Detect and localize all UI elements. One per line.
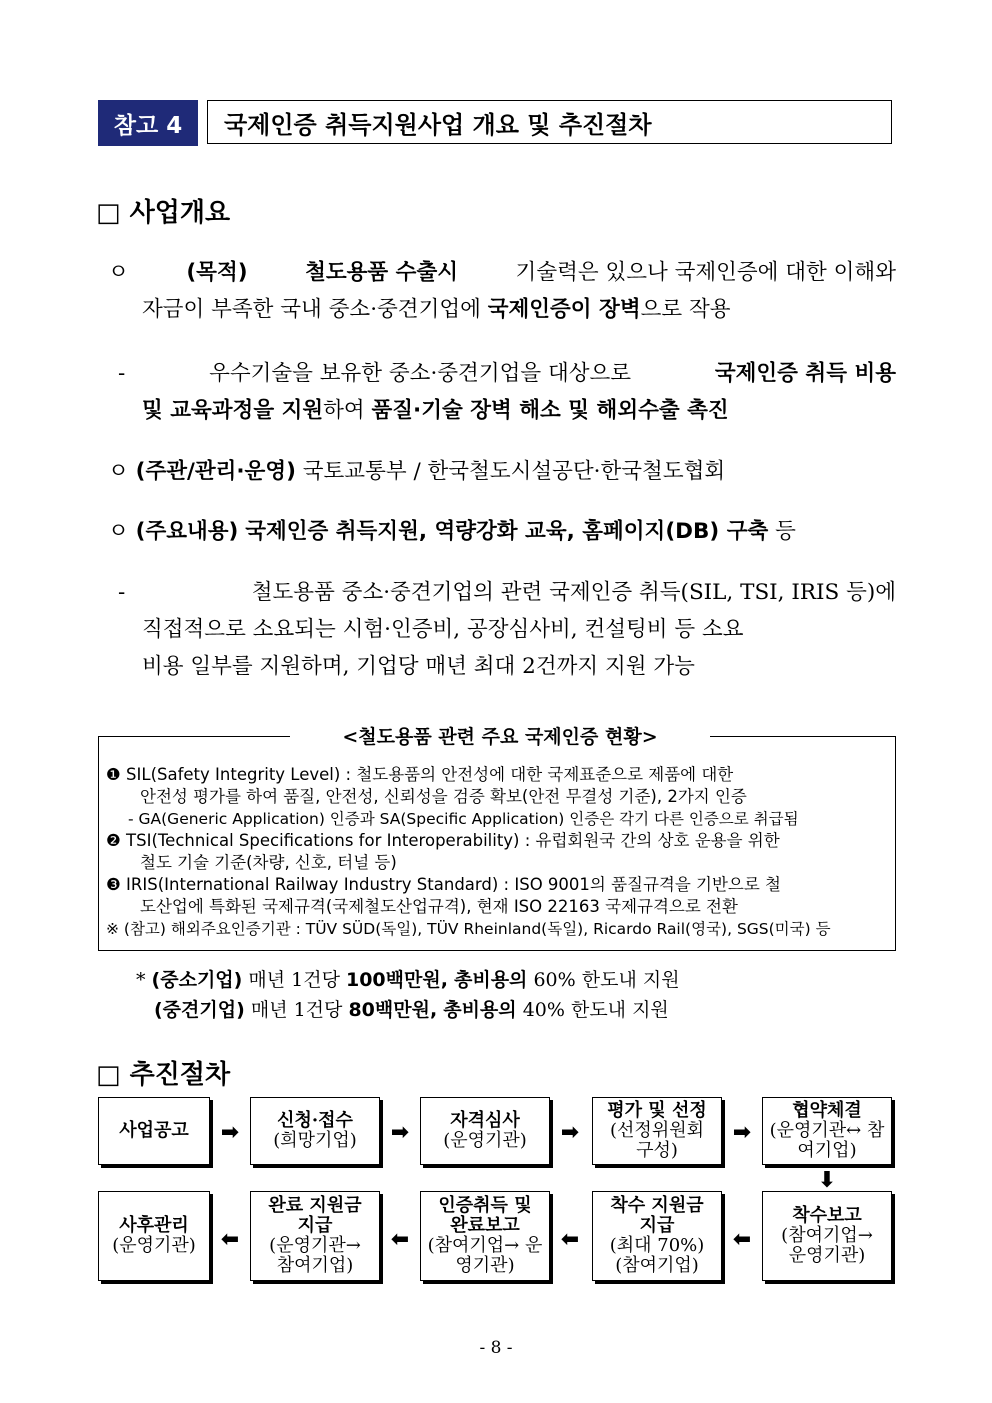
sme-b: 총비용의 (453, 969, 528, 991)
arrow-right-icon: ➡ (732, 1120, 752, 1145)
manage-text: 국토교통부 / 한국철도시설공단·한국철도협회 (302, 459, 726, 484)
sil-line1: ❶ SIL(Safety Integrity Level) : 철도용품의 안전성에 대한 국제표준으로 제품에 대한 (106, 765, 734, 784)
purpose-item (108, 254, 896, 328)
reference-label: 참고 4 (98, 100, 198, 146)
mid-pct: 40% (522, 999, 565, 1021)
arrow-right-icon: ➡ (560, 1120, 580, 1145)
mid-tag: (중견기업) (154, 999, 245, 1021)
sil-line2: 안전성 평가를 하여 품질, 안전성, 신뢰성을 검증 확보(안전 무결성 기준), 2가지 인증 (140, 787, 747, 806)
manage-tag: (주관/관리·운영) (135, 459, 296, 484)
step-announce (98, 1097, 210, 1165)
content-item (108, 513, 796, 550)
purpose-bold: 철도용품 수출시 (305, 260, 458, 285)
step-sub: (운영기관) (112, 1235, 196, 1256)
purpose-sub (118, 355, 896, 429)
step-title: 사후관리 (119, 1215, 189, 1236)
funding-sme (136, 965, 680, 992)
arrow-right-icon: ➡ (390, 1120, 410, 1145)
step-screening (420, 1097, 550, 1165)
step-title: 완료 지원금 지급 (268, 1195, 362, 1236)
purpose-line2b: 으로 작용 (640, 297, 731, 322)
arrow-left-icon: ⬅ (732, 1227, 752, 1252)
certification-box-title: <철도용품 관련 주요 국제인증 현황> (290, 722, 710, 749)
step-sub: (운영기관→ 참여기업) (269, 1235, 361, 1276)
bullet: ㅇ (108, 459, 129, 484)
funding-mid (154, 995, 669, 1022)
step-initial-payment (592, 1191, 722, 1281)
step-apply (250, 1097, 380, 1165)
arrow-left-icon: ⬅ (220, 1227, 240, 1252)
arrow-left-icon: ⬅ (390, 1227, 410, 1252)
step-title: 착수보고 (792, 1205, 862, 1226)
step-title: 신청·접수 (277, 1110, 353, 1131)
iris-line1: ❸ IRIS(International Railway Industry Standard) : ISO 9001의 품질규격을 기반으로 철 (106, 875, 781, 894)
manage-item (108, 453, 725, 490)
step-sub: (참여기업→ 운영기관) (781, 1225, 873, 1266)
sme-a: 매년 1건당 (248, 969, 340, 991)
content-sub-line2: 직접적으로 소요되는 시험·인증비, 공장심사비, 컨설팅비 등 소요 (142, 617, 744, 642)
step-start-report (762, 1191, 892, 1281)
step-sub: (최대 70%) (참여기업) (609, 1235, 705, 1276)
sme-pct: 60% (533, 969, 576, 991)
content-tag: (주요내용) (135, 519, 239, 544)
content-tail: 등 (775, 519, 796, 544)
tsi-line2: 철도 기술 기준(차량, 신호, 터널 등) (140, 853, 397, 872)
bullet: ㅇ (108, 519, 129, 544)
content-sub (118, 574, 896, 685)
purpose-sub-bold1: 국제인증 취득 비용 (714, 361, 896, 386)
purpose-tag: (목적) (186, 260, 248, 285)
content-sub-line1: 철도용품 중소·중견기업의 관련 국제인증 취득(SIL, TSI, IRIS 등)에 (251, 580, 896, 605)
step-final-payment (250, 1191, 380, 1281)
page-number: - 8 - (479, 1338, 513, 1358)
tsi-line1: ❷ TSI(Technical Specifications for Interoperability) : 유럽회원국 간의 상호 운용을 위한 (106, 831, 780, 850)
step-title: 협약체결 (792, 1100, 862, 1121)
overview-heading: □ 사업개요 (96, 198, 231, 228)
purpose-sub-line2a: 하여 (323, 398, 365, 423)
purpose-sub-line1: 우수기술을 보유한 중소·중견기업을 대상으로 (209, 361, 632, 386)
content-bold: 국제인증 취득지원, 역량강화 교육, 홈페이지(DB) 구축 (245, 519, 769, 544)
step-sub: (운영기관) (443, 1130, 527, 1151)
purpose-line2a: 자금이 부족한 국내 중소·중견기업에 (142, 297, 481, 322)
step-completion-report (420, 1191, 550, 1281)
step-sub: (운영기관↔ 참여기업) (769, 1120, 885, 1161)
mid-amount: 80백만원, (348, 999, 438, 1021)
step-sub: (선정위원회 구성) (610, 1120, 704, 1161)
step-title: 사업공고 (119, 1120, 189, 1141)
sme-amount: 100백만원, (345, 969, 448, 991)
dash: - (118, 580, 126, 605)
mid-a: 매년 1건당 (250, 999, 343, 1021)
iris-line2: 도산업에 특화된 국제규격(국제철도산업규격), 현재 ISO 22163 국제규격으로 전환 (140, 897, 738, 916)
step-title: 인증취득 및 완료보고 (438, 1195, 532, 1236)
mid-b: 총비용의 (443, 999, 517, 1021)
step-evaluation (592, 1097, 722, 1165)
purpose-rest: 기술력은 있으나 국제인증에 대한 이해와 (515, 260, 896, 285)
step-agreement (762, 1097, 892, 1165)
step-title: 착수 지원금 지급 (610, 1195, 704, 1236)
sme-tag: (중소기업) (151, 969, 243, 991)
certification-list (106, 764, 890, 940)
process-heading: □ 추진절차 (96, 1060, 231, 1090)
purpose-sub-bold2: 및 교육과정을 지원 (142, 398, 324, 423)
arrow-left-icon: ⬅ (560, 1227, 580, 1252)
dash: - (118, 361, 126, 386)
bullet: ㅇ (108, 260, 129, 285)
cert-note: ※ (참고) 해외주요인증기관 : TÜV SÜD(독일), TÜV Rheinland(독일), Ricardo Rail(영국), SGS(미국) 등 (106, 920, 831, 938)
arrow-right-icon: ➡ (220, 1120, 240, 1145)
step-sub: (희망기업) (273, 1130, 357, 1151)
content-sub-line3: 비용 일부를 지원하며, 기업당 매년 최대 2건까지 지원 가능 (142, 654, 695, 679)
mid-c: 한도내 지원 (570, 999, 669, 1021)
step-title: 평가 및 선정 (607, 1100, 707, 1121)
page-title: 국제인증 취득지원사업 개요 및 추진절차 (207, 100, 892, 144)
sil-line3: - GA(Generic Application) 인증과 SA(Specific Application) 인증은 각기 다른 인증으로 취급됨 (128, 810, 799, 828)
step-followup (98, 1191, 210, 1281)
star: * (136, 969, 146, 991)
purpose-sub-bold3: 품질·기술 장벽 해소 및 해외수출 촉진 (371, 398, 729, 423)
arrow-down-icon: ⬇ (817, 1168, 837, 1193)
purpose-bold2: 국제인증이 장벽 (487, 297, 641, 322)
step-sub: (참여기업→ 운영기관) (427, 1235, 543, 1276)
sme-c: 한도내 지원 (581, 969, 680, 991)
step-title: 자격심사 (450, 1110, 520, 1131)
